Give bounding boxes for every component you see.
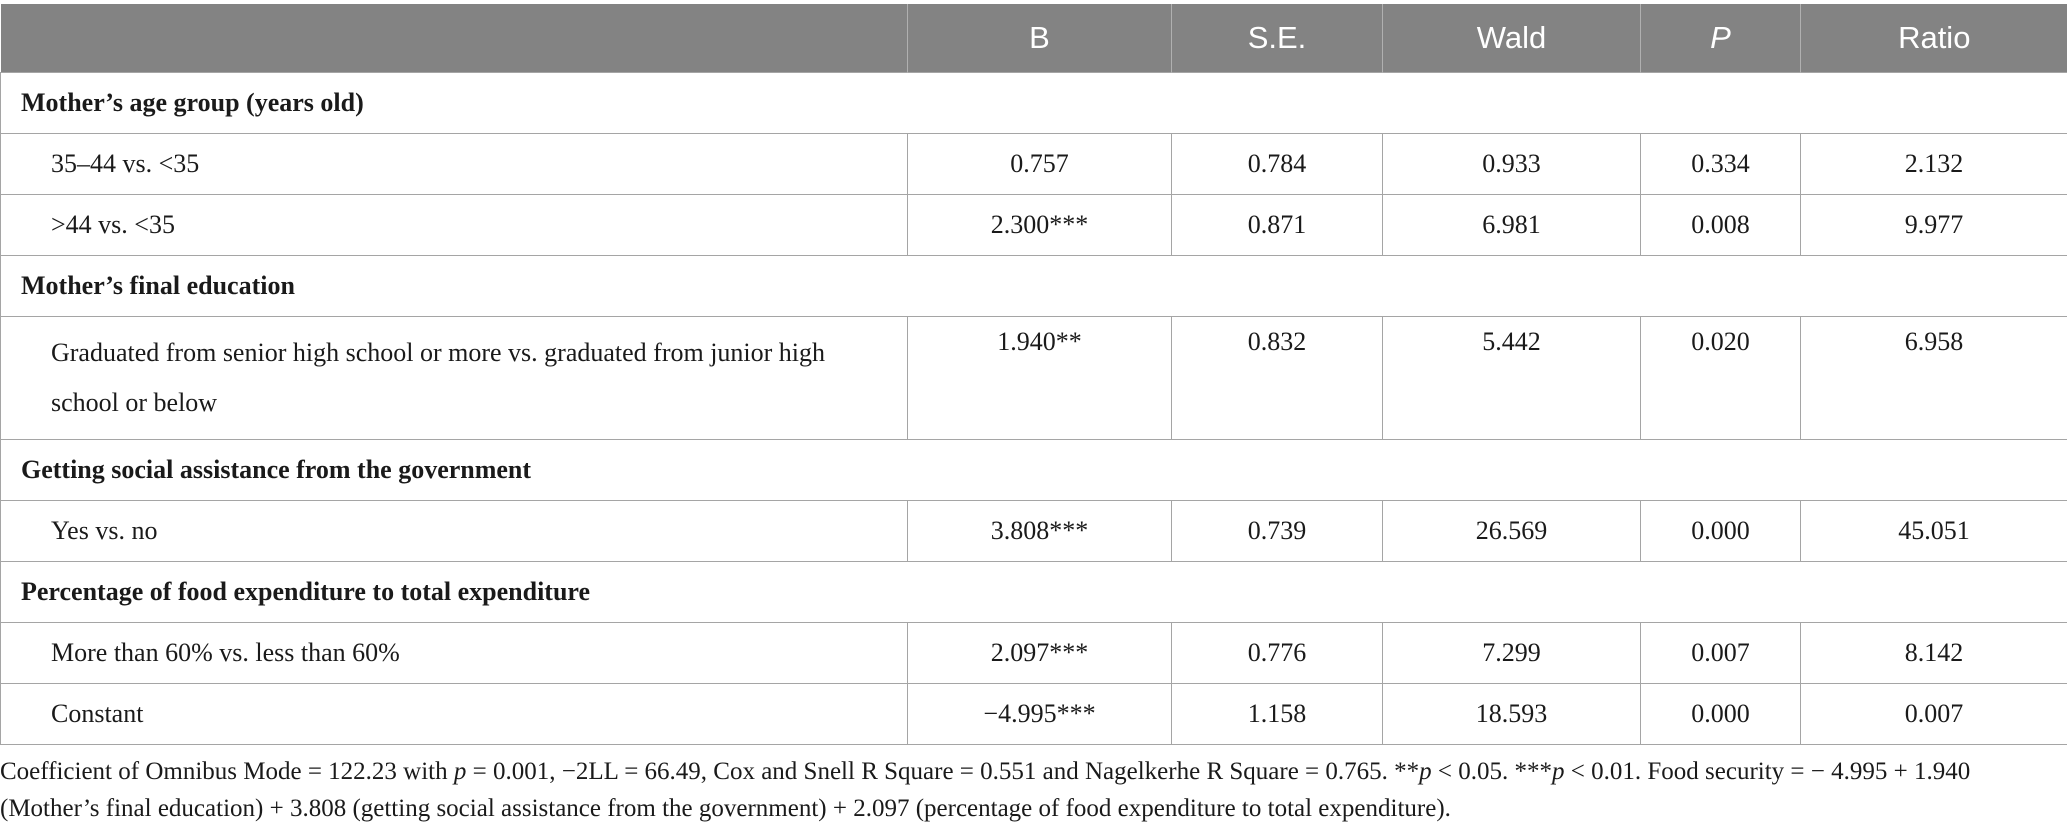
table-row: [1, 623, 2067, 684]
cell-p: 0.000: [1641, 684, 1801, 745]
group-label: Mother’s age group (years old): [1, 73, 2067, 134]
table-row: [1, 134, 2067, 195]
row-label: More than 60% vs. less than 60%: [1, 623, 908, 684]
group-label: Mother’s final education: [1, 256, 2067, 317]
cell-ratio: 0.007: [1801, 684, 2067, 745]
cell-ratio: 9.977: [1801, 195, 2067, 256]
cell-p: 0.334: [1641, 134, 1801, 195]
footnote-p-symbol: p: [453, 758, 467, 785]
cell-wald: 26.569: [1383, 501, 1641, 562]
cell-p: 0.008: [1641, 195, 1801, 256]
regression-results-table: [0, 4, 2067, 745]
footnote-text: < 0.05. ***: [1431, 758, 1553, 785]
cell-se: 0.739: [1172, 501, 1383, 562]
footnote-p-symbol: p: [1419, 758, 1432, 785]
header-p: P: [1641, 4, 1801, 73]
cell-p: 0.007: [1641, 623, 1801, 684]
header-variable: [1, 4, 908, 73]
table-footnote: [0, 753, 2067, 827]
cell-wald: 0.933: [1383, 134, 1641, 195]
footnote-p-symbol: p: [1552, 758, 1565, 785]
group-label: Percentage of food expenditure to total expenditure: [1, 562, 2067, 623]
group-row-food-expenditure: [1, 562, 2067, 623]
cell-wald: 6.981: [1383, 195, 1641, 256]
row-label: Graduated from senior high school or more vs. graduated from junior high school or below: [1, 317, 908, 440]
group-row-mother-age: [1, 73, 2067, 134]
cell-b: 0.757: [908, 134, 1172, 195]
row-label: Constant: [1, 684, 908, 745]
row-label: Yes vs. no: [1, 501, 908, 562]
group-row-social-assistance: [1, 440, 2067, 501]
header-b: B: [908, 4, 1172, 73]
group-row-mother-education: [1, 256, 2067, 317]
header-ratio: Ratio: [1801, 4, 2067, 73]
group-label: Getting social assistance from the government: [1, 440, 2067, 501]
cell-b: 2.300***: [908, 195, 1172, 256]
header-wald: Wald: [1383, 4, 1641, 73]
row-label: 35–44 vs. <35: [1, 134, 908, 195]
cell-b: −4.995***: [908, 684, 1172, 745]
cell-ratio: 8.142: [1801, 623, 2067, 684]
cell-se: 0.832: [1172, 317, 1383, 440]
cell-p: 0.020: [1641, 317, 1801, 440]
cell-b: 3.808***: [908, 501, 1172, 562]
footnote-text: < 0.01. Food security = − 4.995 + 1.940 (Mother’s final education) + 3.808 (getting social assistance from the government) + 2.097 (percentage of food expenditure to total expenditure).: [0, 758, 1971, 822]
cell-b: 1.940**: [908, 317, 1172, 440]
cell-se: 1.158: [1172, 684, 1383, 745]
cell-wald: 18.593: [1383, 684, 1641, 745]
cell-wald: 7.299: [1383, 623, 1641, 684]
cell-p: 0.000: [1641, 501, 1801, 562]
cell-b: 2.097***: [908, 623, 1172, 684]
footnote-text: Coefficient of Omnibus Mode = 122.23 with: [0, 758, 454, 785]
cell-ratio: 45.051: [1801, 501, 2067, 562]
cell-se: 0.784: [1172, 134, 1383, 195]
table-header-row: [1, 4, 2067, 73]
cell-ratio: 2.132: [1801, 134, 2067, 195]
table-row: [1, 501, 2067, 562]
header-se: S.E.: [1172, 4, 1383, 73]
cell-wald: 5.442: [1383, 317, 1641, 440]
table-row: [1, 195, 2067, 256]
cell-ratio: 6.958: [1801, 317, 2067, 440]
footnote-text: = 0.001, −2LL = 66.49, Cox and Snell R Square = 0.551 and Nagelkerhe R Square = 0.765. **: [466, 758, 1420, 785]
cell-se: 0.776: [1172, 623, 1383, 684]
row-label: >44 vs. <35: [1, 195, 908, 256]
table-row: [1, 317, 2067, 440]
table-row-constant: [1, 684, 2067, 745]
cell-se: 0.871: [1172, 195, 1383, 256]
